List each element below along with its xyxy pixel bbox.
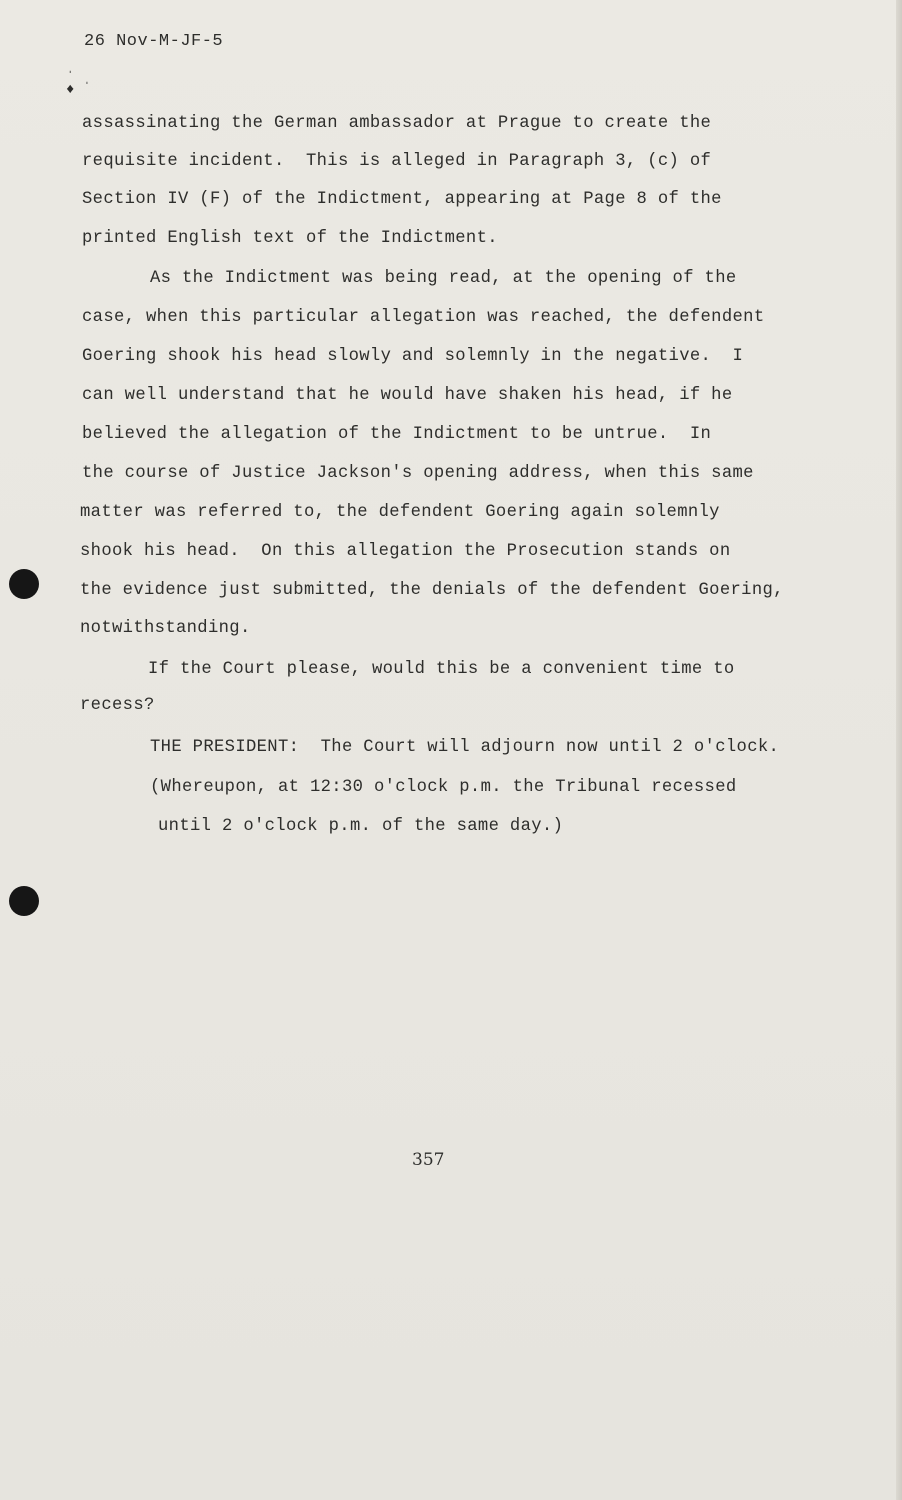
text-line: shook his head. On this allegation the Prosecution stands on	[80, 542, 731, 561]
punch-hole-lower	[9, 886, 39, 916]
text-line: matter was referred to, the defendent Goering again solemnly	[80, 503, 720, 522]
text-line: If the Court please, would this be a convenient time to	[148, 660, 735, 679]
punch-hole-upper	[9, 569, 39, 599]
page-edge	[896, 0, 902, 1500]
speaker-line: THE PRESIDENT: The Court will adjourn now until 2 o'clock.	[150, 738, 780, 757]
text-line: Section IV (F) of the Indictment, appearing at Page 8 of the	[82, 190, 722, 209]
text-line: printed English text of the Indictment.	[82, 229, 498, 248]
document-reference: 26 Nov-M-JF-5	[84, 32, 224, 51]
text-line: case, when this particular allegation was reached, the defendent	[82, 308, 765, 327]
text-line: As the Indictment was being read, at the opening of the	[150, 269, 737, 288]
text-line: until 2 o'clock p.m. of the same day.)	[158, 817, 564, 836]
text-line: can well understand that he would have shaken his head, if he	[82, 386, 733, 405]
text-line: assassinating the German ambassador at Prague to create the	[82, 114, 712, 133]
text-line: Goering shook his head slowly and solemnly in the negative. I	[82, 347, 744, 366]
text-line: the course of Justice Jackson's opening address, when this same	[82, 464, 754, 483]
text-line: recess?	[80, 696, 155, 715]
margin-mark: ˈ ˌ ♦	[66, 70, 92, 98]
text-line: requisite incident. This is alleged in Paragraph 3, (c) of	[82, 152, 712, 171]
text-line: believed the allegation of the Indictment to be untrue. In	[82, 425, 712, 444]
page-number: 357	[412, 1150, 445, 1170]
text-line: (Whereupon, at 12:30 o'clock p.m. the Tribunal recessed	[150, 778, 737, 797]
text-line: notwithstanding.	[80, 619, 251, 638]
text-line: the evidence just submitted, the denials of the defendent Goering,	[80, 581, 784, 600]
